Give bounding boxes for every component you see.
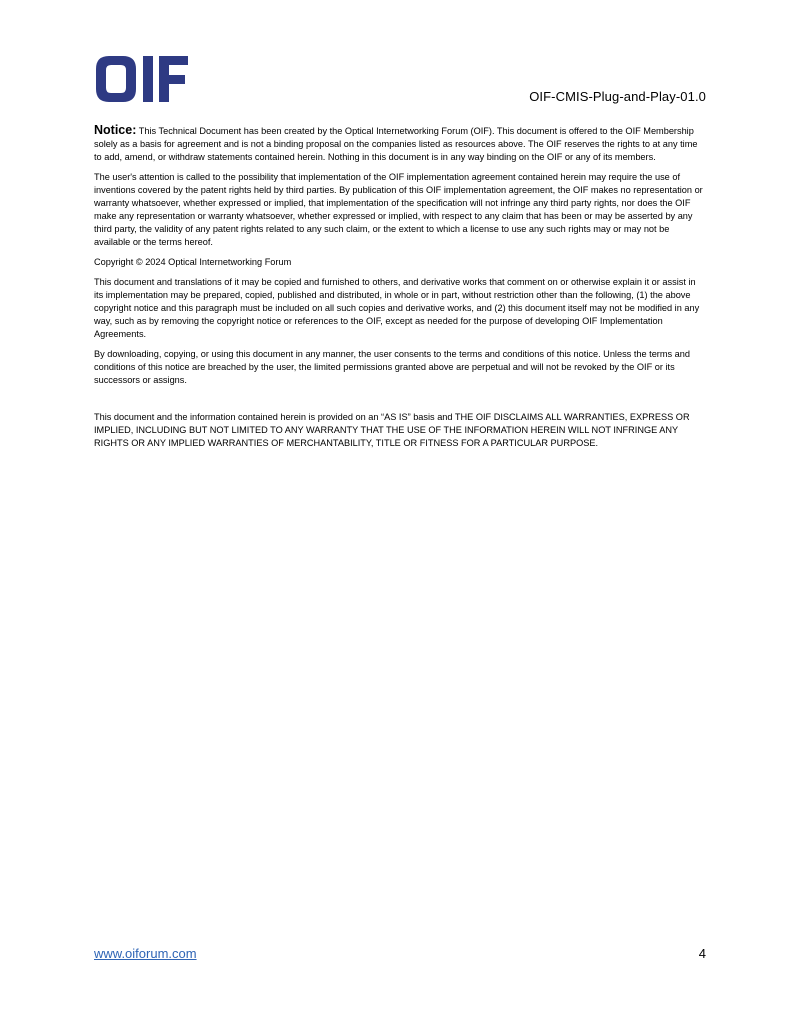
notice-paragraph [94, 124, 706, 164]
disclaimer-paragraph: This document and the information contained herein is provided on an “AS IS” basis and THE OIF DISCLAIMS ALL WARRANTIES, EXPRESS OR IMPLIED, INCLUDING BUT NOT LIMITED TO ANY WARRANTY THAT THE USE OF THE INFORMATION HEREIN WILL NOT INFRINGE ANY RIGHTS OR ANY IMPLIED WARRANTIES OF MERCHANTABILITY, TITLE OR FITNESS FOR A PARTICULAR PURPOSE. [94, 412, 690, 448]
patent-paragraph: The user's attention is called to the possibility that implementation of the OIF implementation agreement contained herein may require the use of inventions covered by the patent rights held by third parties. By publication of this OIF implementation agreement, the OIF makes no representation or warranty whatsoever, whether expressed or implied, that implementation of the specification will not infringe any third party rights, nor does the OIF make any representation or warranty whatsoever, whether expressed or implied, with respect to any claim that has been or may be asserted by any third party, the validity of any patent rights related to any such claim, or the extent to which a license to use any such rights may or may not be available or the terms hereof. [94, 172, 703, 247]
section-spacer [94, 394, 706, 411]
notice-text: This Technical Document has been created by the Optical Internetworking Forum (OIF). This document is offered to the OIF Membership solely as a basis for agreement and is not a binding proposal on the companies listed as resources above. The OIF reserves the rights to at any time to add, amend, or withdraw statements contained herein. Nothing in this document is in any way binding on the OIF or any of its members. [94, 126, 698, 162]
copyright-line: Copyright © 2024 Optical Internetworking Forum [94, 257, 292, 267]
document-id: OIF-CMIS-Plug-and-Play-01.0 [529, 89, 706, 104]
oif-logo [96, 56, 190, 102]
translations-paragraph: This document and translations of it may be copied and furnished to others, and derivative works that comment on or otherwise explain it or assist in its implementation may be prepared, copied, published and distributed, in whole or in part, without restriction other than the following, (1) the above copyright notice and this paragraph must be included on all such copies and derivative works, and (2) this document itself may not be modified in any way, such as by removing the copyright notice or references to the OIF, except as needed for the purpose of developing OIF Implementation Agreements. [94, 277, 700, 339]
page-number: 4 [698, 946, 706, 961]
notice-body [94, 124, 706, 457]
website-link[interactable]: www.oiforum.com [94, 946, 197, 961]
notice-label: Notice: [94, 123, 137, 137]
consent-paragraph: By downloading, copying, or using this document in any manner, the user consents to the terms and conditions of this notice. Unless the terms and conditions of this notice are breached by the user, the limited permissions granted above are perpetual and will not be revoked by the OIF or its successors or assigns. [94, 349, 690, 385]
